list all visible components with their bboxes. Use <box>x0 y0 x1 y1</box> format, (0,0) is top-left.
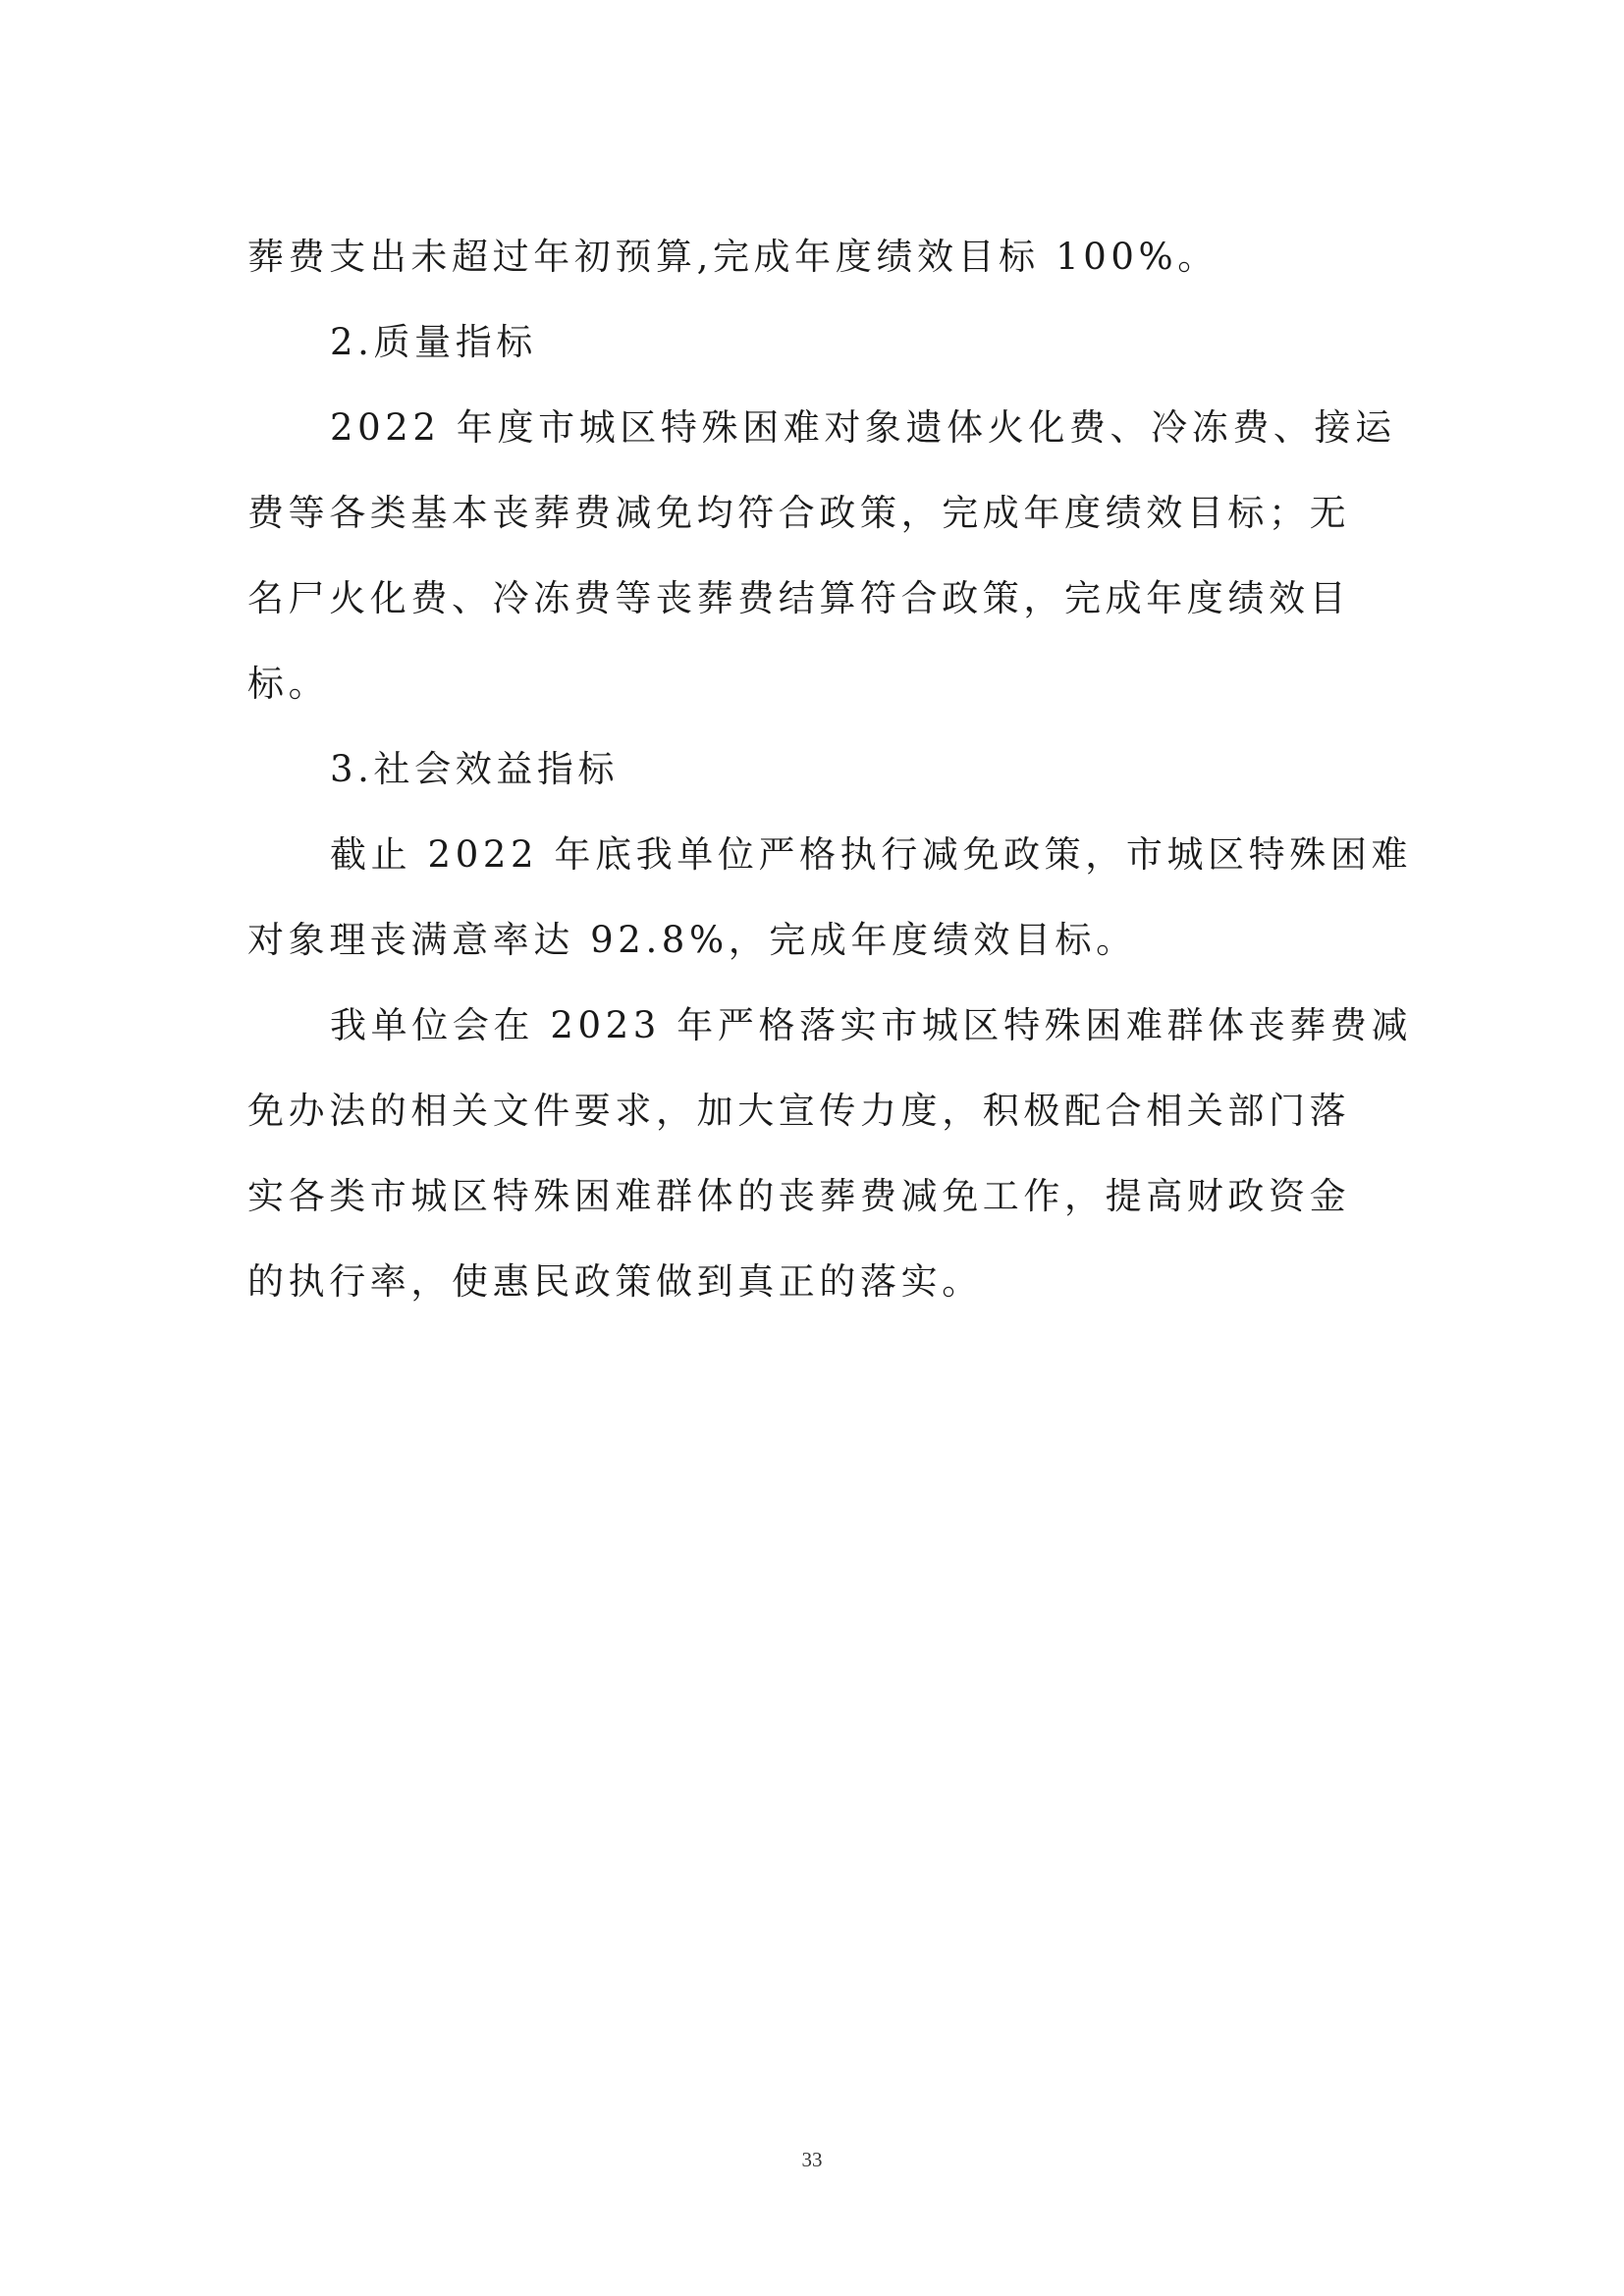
paragraph-line: 我单位会在 2023 年严格落实市城区特殊困难群体丧葬费减 <box>330 1004 1413 1046</box>
page-number: 33 <box>801 2148 823 2171</box>
paragraph-line: 标。 <box>247 663 330 705</box>
section-heading-quality: 2.质量指标 <box>330 321 537 363</box>
paragraph-line: 2022 年度市城区特殊困难对象遗体火化费、冷冻费、接运 <box>330 406 1396 449</box>
paragraph-line: 截止 2022 年底我单位严格执行减免政策，市城区特殊困难 <box>330 833 1413 876</box>
paragraph-line: 葬费支出未超过年初预算,完成年度绩效目标 100%。 <box>247 236 1218 278</box>
paragraph-line: 费等各类基本丧葬费减免均符合政策，完成年度绩效目标；无 <box>247 492 1351 534</box>
paragraph-line: 对象理丧满意率达 92.8%，完成年度绩效目标。 <box>247 919 1137 961</box>
paragraph-line: 实各类市城区特殊困难群体的丧葬费减免工作，提高财政资金 <box>247 1175 1351 1217</box>
paragraph-line: 的执行率，使惠民政策做到真正的落实。 <box>247 1260 983 1303</box>
section-heading-social-benefit: 3.社会效益指标 <box>330 748 620 790</box>
document-body <box>247 214 1413 1324</box>
paragraph-line: 免办法的相关文件要求，加大宣传力度，积极配合相关部门落 <box>247 1090 1351 1132</box>
paragraph-line: 名尸火化费、冷冻费等丧葬费结算符合政策，完成年度绩效目 <box>247 577 1351 619</box>
